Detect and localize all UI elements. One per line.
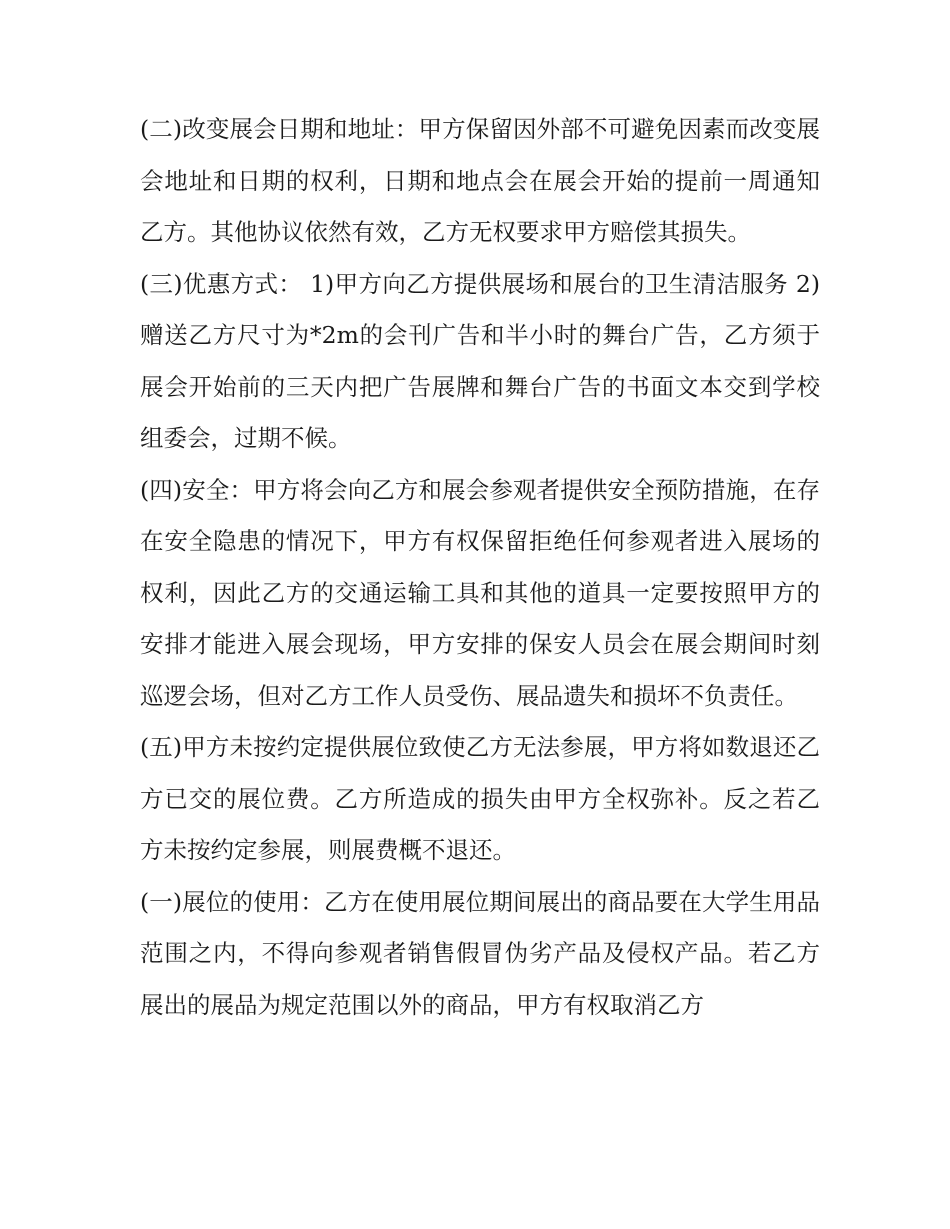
paragraph-change-date-address: (二)改变展会日期和地址：甲方保留因外部不可避免因素而改变展会地址和日期的权利，日期和地点会在展会开始的提前一周通知乙方。其他协议依然有效，乙方无权要求甲方赔偿其损失。: [140, 115, 820, 246]
paragraph-discount-methods: (三)优惠方式： 1)甲方向乙方提供展场和展台的卫生清洁服务 2)赠送乙方尺寸为*2m的会刊广告和半小时的舞台广告，乙方须于展会开始前的三天内把广告展牌和舞台广告的书面文本交到学校组委会，过期不候。: [140, 269, 820, 452]
paragraph-booth-refund: (五)甲方未按约定提供展位致使乙方无法参展，甲方将如数退还乙方已交的展位费。乙方所造成的损失由甲方全权弥补。反之若乙方未按约定参展，则展费概不退还。: [140, 733, 820, 864]
paragraph-booth-usage: (一)展位的使用：乙方在使用展位期间展出的商品要在大学生用品范围之内，不得向参观者销售假冒伪劣产品及侵权产品。若乙方展出的展品为规定范围以外的商品，甲方有权取消乙方: [140, 887, 820, 1019]
paragraph-safety: (四)安全：甲方将会向乙方和展会参观者提供安全预防措施，在存在安全隐患的情况下，甲方有权保留拒绝任何参观者进入展场的权利，因此乙方的交通运输工具和其他的道具一定要按照甲方的安排才能进入展会现场，甲方安排的保安人员会在展会期间时刻巡逻会场，但对乙方工作人员受伤、展品遗失和损坏不负责任。: [140, 475, 820, 710]
document-body: [140, 104, 820, 1031]
